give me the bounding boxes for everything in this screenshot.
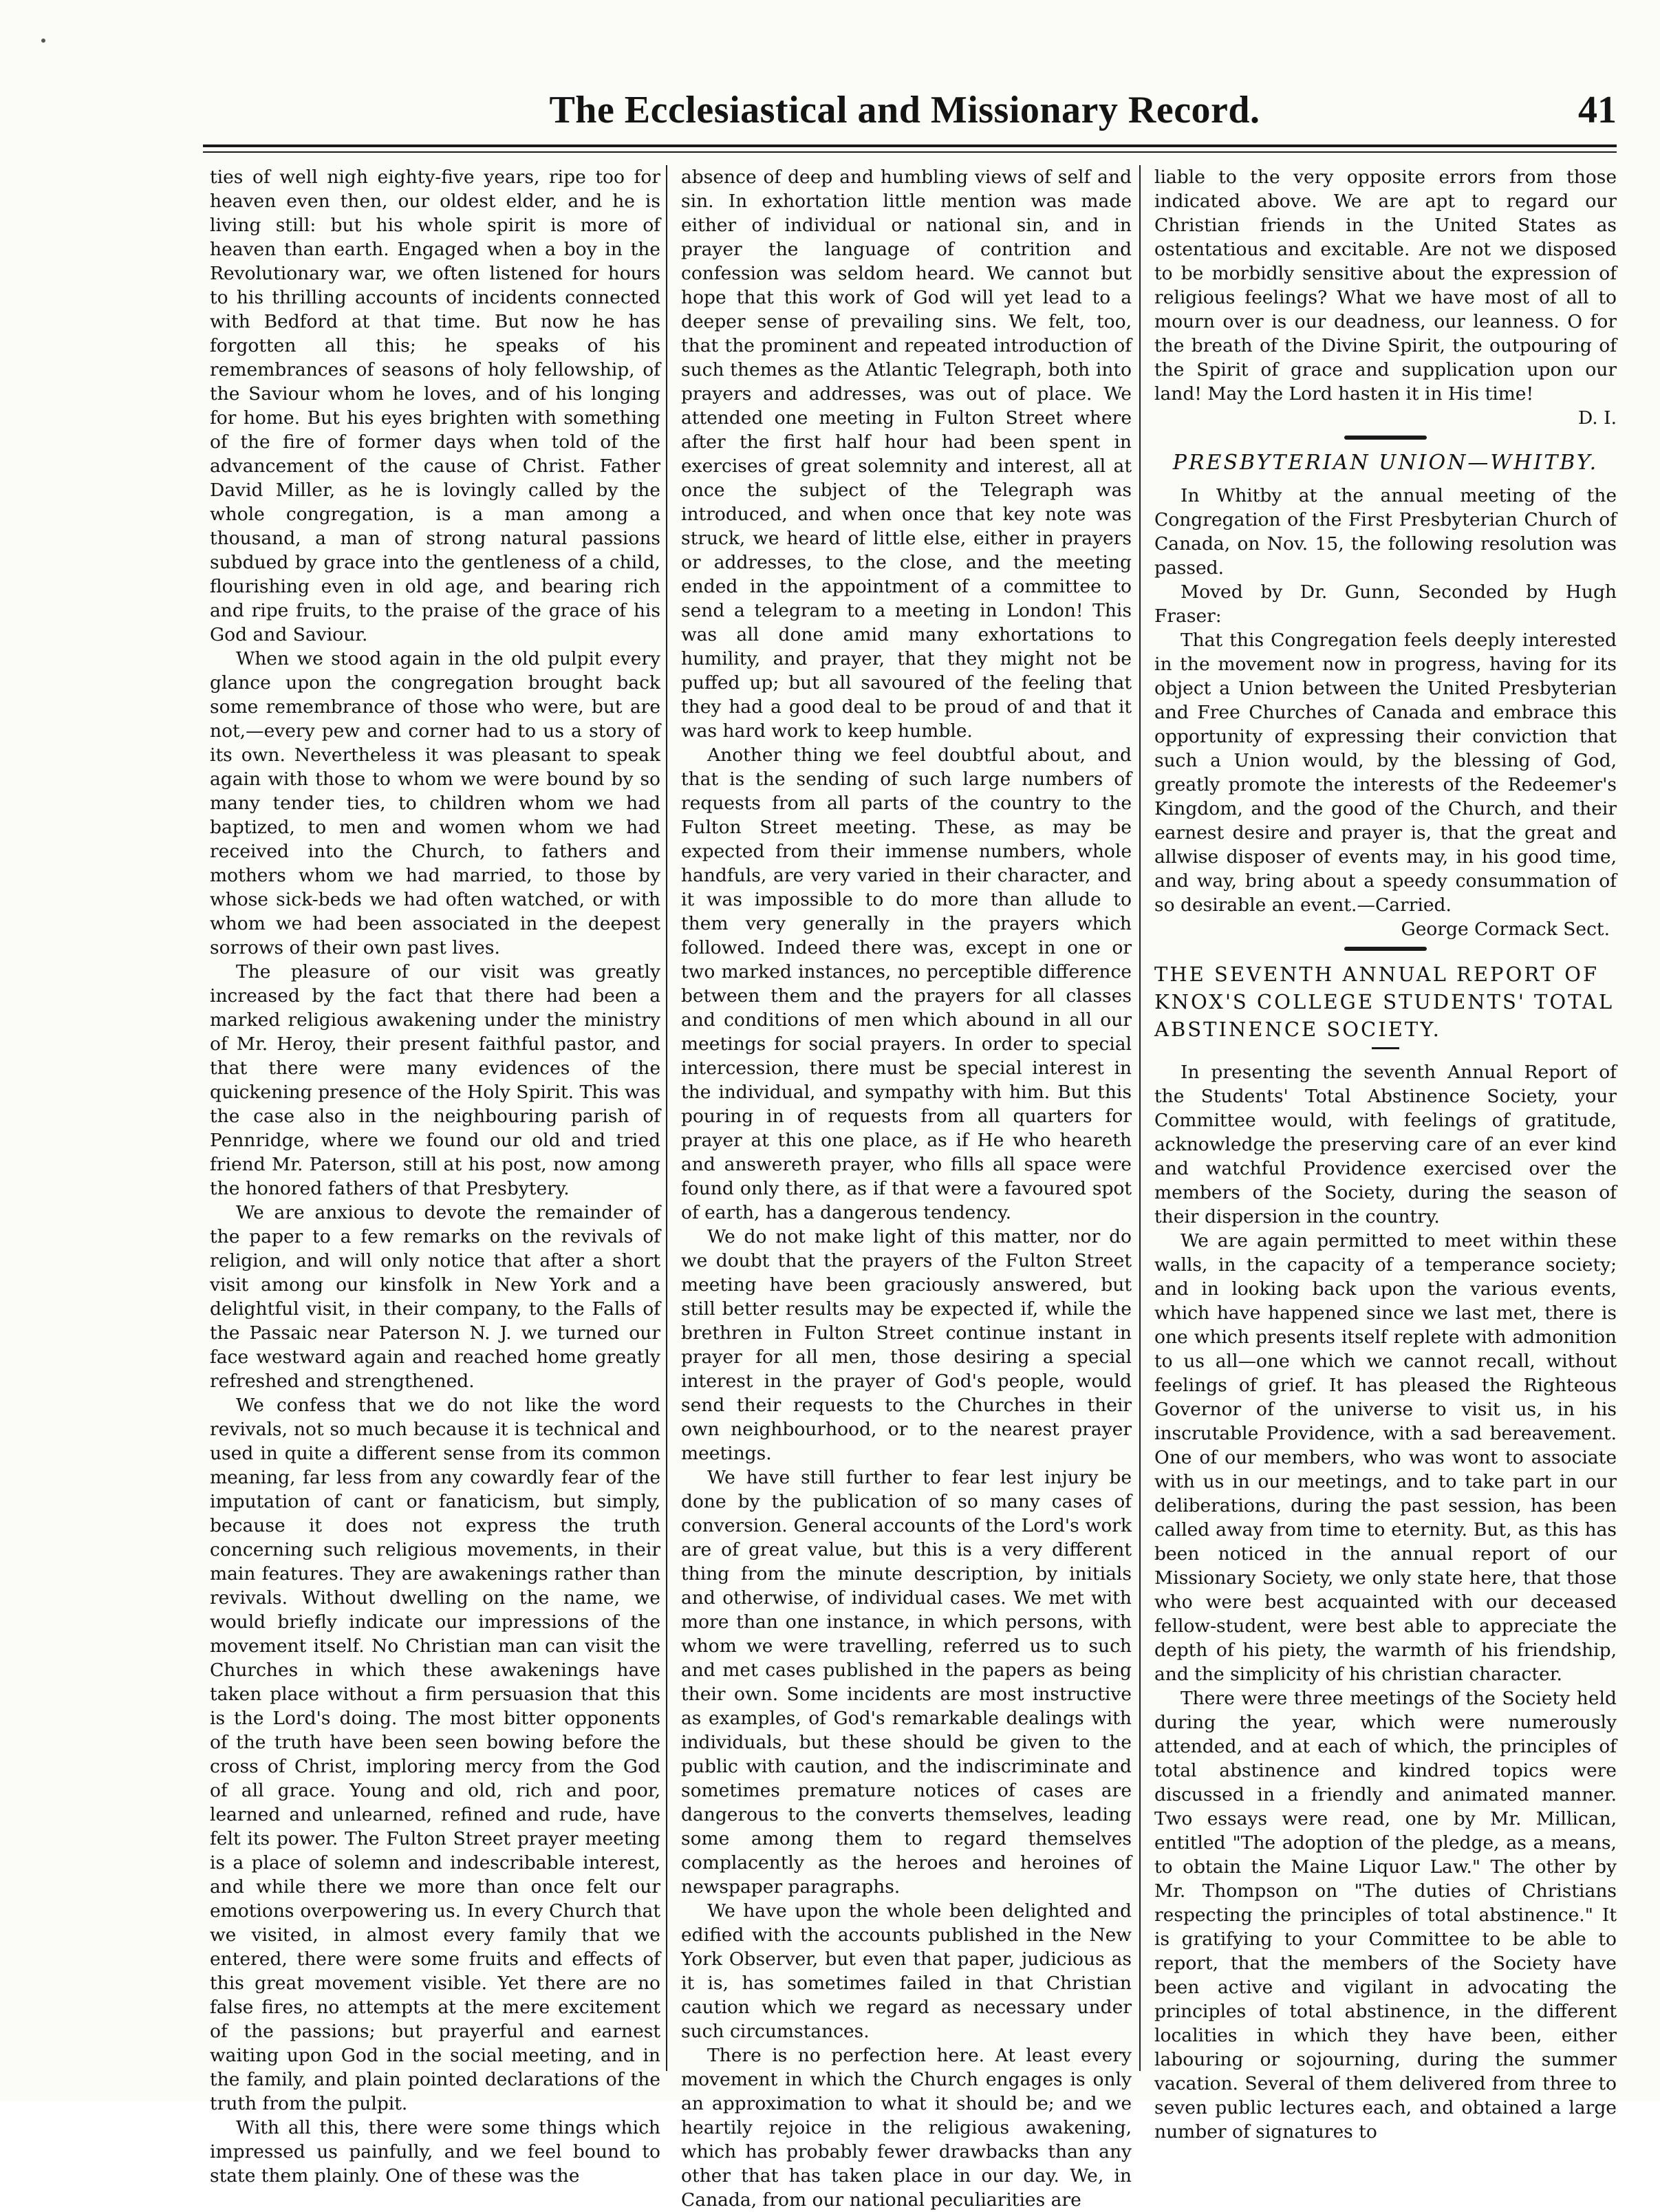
page-number: 41	[1578, 89, 1617, 131]
article-signature: D. I.	[1577, 407, 1617, 429]
column-rule-2	[1139, 165, 1141, 2071]
secretary-signature: George Cormack Sect.	[1401, 919, 1610, 940]
col3-paragraph: Moved by Dr. Gunn, Seconded by Hugh Fraser:	[1154, 581, 1617, 627]
col1-paragraph: We confess that we do not like the word revivals, not so much because it is technical and used in quite a different sense from its common meaning, far less from any cowardly fear of the imputation of cant or fanaticism, but simply, because it does not express the truth concerning such religious movements, in their main features. They are awakenings rather than revivals. Without dwelling on the name, we would briefly indicate our impressions of the movement itself. No Christian man can visit the Churches in which these awakenings have taken place without a firm persuasion that this is the Lord's doing. The most bitter opponents of the truth have been seen bowing before the cross of Christ, imploring mercy from the God of all grace. Young and old, rich and poor, learned and unlearned, refined and rude, have felt its power. The Fulton Street prayer meeting is a place of solemn and indescribable interest, and while there we more than once felt our emotions overpowering us. In every Church that we visited, in almost every family that we entered, there were some fruits and effects of this great movement visible. Yet there are no false fires, no attempts at the mere excitement of the passions; but prayerful and earnest waiting upon God in the social meeting, and in the family, and plain pointed declarations of the truth from the pulpit.	[210, 1395, 660, 2114]
col2-paragraph: We have upon the whole been delighted and edified with the accounts published in the New York Observer, but even that paper, judicious as it is, has sometimes failed in that Christian caution which we regard as necessary under such circumstances.	[681, 1900, 1132, 2042]
running-header	[193, 88, 1617, 143]
col2-paragraph: Another thing we feel doubtful about, and that is the sending of such large numbers of requests from all parts of the country to the Fulton Street meeting. These, as may be expected from their immense numbers, whole handfuls, are very varied in their character, and it was impossible to do more than allude to them very generally in the prayers which followed. Indeed there was, except in one or two marked instances, no perceptible difference between them and the prayers for all classes and conditions of men which abound in all our meetings for social prayers. In order to special intercession, there must be special interest in the individual, and sympathy with him. But this pouring in of requests from all quarters for prayer at this one place, as if He who heareth and answereth prayer, who fills all space were found only there, as if that were a favoured spot of earth, has a dangerous tendency.	[681, 744, 1132, 1223]
article-heading: PRESBYTERIAN UNION—WHITBY.	[1172, 451, 1599, 475]
section-divider	[1344, 436, 1427, 440]
journal-title: The Ecclesiastical and Missionary Record.	[549, 89, 1260, 131]
col1-paragraph: When we stood again in the old pulpit every glance upon the congregation brought back some remembrance of those who were, but are not,—every pew and corner had to us a story of its own. Nevertheless it was pleasant to speak again with those to whom we were bound by so many tender ties, to children whom we had baptized, to men and women whom we had received into the Church, to fathers and mothers whom we had married, to those by whose sick-beds we had often watched, or with whom we had been associated in the deepest sorrows of their own past lives.	[210, 648, 660, 958]
heading-dash	[1372, 1047, 1399, 1049]
col2-paragraph: absence of deep and humbling views of self and sin. In exhortation little mention was made either of individual or national sin, and in prayer the language of contrition and confession was seldom heard. We cannot but hope that this work of God will yet lead to a deeper sense of prevailing sins. We felt, too, that the prominent and repeated introduction of such themes as the Atlantic Telegraph, both into prayers and addresses, was out of place. We attended one meeting in Fulton Street where after the first half hour had been spent in exercises of great solemnity and interest, all at once the subject of the Telegraph was introduced, and when once that key note was struck, we heard of little else, either in prayers or addresses, to the close, and the meeting ended in the appointment of a committee to send a telegram to a meeting in London! This was all done amid many exhortations to humility, and prayer, that they might not be puffed up; but all savoured of the feeling that they had a good deal to be proud of and that it was hard work to keep humble.	[681, 167, 1132, 742]
col3-paragraph: In Whitby at the annual meeting of the Congregation of the First Presbyterian Church of Canada, on Nov. 15, the following resolution was passed.	[1154, 485, 1617, 579]
scan-edge-mark	[41, 39, 45, 43]
column-3	[1154, 165, 1617, 2143]
col2-paragraph: There is no perfection here. At least every movement in which the Church engages is only an approximation to what it should be; and we heartily rejoice in the religious awakening, which has probably fewer drawbacks than any other that has taken place in our day. We, in Canada, from our national peculiarities are	[681, 2045, 1132, 2211]
col3-paragraph: There were three meetings of the Society held during the year, which were numerously attended, and at each of which, the principles of total abstinence and kindred topics were discussed in a friendly and animated manner. Two essays were read, one by Mr. Millican, entitled "The adoption of the pledge, as a means, to obtain the Maine Liquor Law." The other by Mr. Thompson on "The duties of Christians respecting the principles of total abstinence." It is gratifying to your Committee to be able to report, that the members of the Society have been active and vigilant in advocating the principles of total abstinence, in the different localities in which they have been, either labouring or sojourning, during the summer vacation. Several of them delivered from three to seven public lectures each, and obtained a large number of signatures to	[1154, 1688, 1617, 2143]
col1-paragraph: With all this, there were some things which impressed us painfully, and we feel bound to state them plainly. One of these was the	[210, 2117, 660, 2187]
col2-paragraph: We have still further to fear lest injury be done by the publication of so many cases of conversion. General accounts of the Lord's work are of great value, but this is a very different thing from the minute description, by initials and otherwise, of individual cases. We met with more than one instance, in which persons, with whom we were travelling, referred us to such and met cases published in the papers as being their own. Some incidents are most instructive as examples, of God's remarkable dealings with individuals, but these should be given to the public with caution, and the indiscriminate and sometimes premature notices of cases are dangerous to the converts themselves, leading some among them to regard themselves complacently as the heroes and heroines of newspaper paragraphs.	[681, 1467, 1132, 1898]
col3-paragraph: That this Congregation feels deeply interested in the movement now in progress, having for its object a Union between the United Presbyterian and Free Churches of Canada and embrace this opportunity of expressing their conviction that such a Union would, by the blessing of God, greatly promote the interests of the Redeemer's Kingdom, and the good of the Church, and their earnest desire and prayer is, that the great and allwise disposer of events may, in his good time, and way, bring about a speedy consummation of so desirable an event.—Carried.	[1154, 630, 1617, 916]
col1-paragraph: ties of well nigh eighty-five years, ripe too for heaven even then, our oldest elder, and he is living still: but his whole spirit is more of heaven than earth. Engaged when a boy in the Revolutionary war, we often listened for hours to his thrilling accounts of incidents connected with Bedford at that time. But now he has forgotten all this; he speaks of his remembrances of seasons of holy fellowship, of the Saviour whom he loves, and of his longing for home. But his eyes brighten with something of the fire of former days when told of the advancement of the cause of Christ. Father David Miller, as he is lovingly called by the whole congregation, is a man among a thousand, a man of strong natural passions subdued by grace into the gentleness of a child, flourishing even in old age, and bearing rich and ripe fruits, to the praise of the grace of his God and Saviour.	[210, 167, 660, 645]
col3-paragraph: In presenting the seventh Annual Report of the Students' Total Abstinence Society, your Committee would, with feelings of gratitude, acknowledge the preserving care of an ever kind and watchful Providence exercised over the members of the Society, during the season of their dispersion in the country.	[1154, 1062, 1617, 1227]
col1-paragraph: We are anxious to devote the remainder of the paper to a few remarks on the revivals of religion, and will only notice that after a short visit among our kinsfolk in New York and a delightful visit, in their company, to the Falls of the Passaic near Paterson N. J. we turned our face westward again and reached home greatly refreshed and strengthened.	[210, 1202, 660, 1392]
report-heading: THE SEVENTH ANNUAL REPORT OF KNOX'S COLLEGE STUDENTS' TOTAL ABSTINENCE SOCIETY.	[1154, 963, 1615, 1041]
header-rule-bottom	[203, 151, 1617, 153]
col1-paragraph: The pleasure of our visit was greatly increased by the fact that there had been a marked religious awakening under the ministry of Mr. Heroy, their present faithful pastor, and that there were many evidences of the quickening presence of the Holy Spirit. This was the case also in the neighbouring parish of Pennridge, where we found our old and tried friend Mr. Paterson, still at his post, now among the honored fathers of that Presbytery.	[210, 961, 660, 1199]
section-divider	[1344, 947, 1427, 951]
col3-paragraph: We are again permitted to meet within these walls, in the capacity of a temperance society; and in looking back upon the various events, which have happened since we last met, there is one which presents itself replete with admonition to us all—one which we cannot recall, without feelings of grief. It has pleased the Righteous Governor of the universe to visit us, in his inscrutable Providence, with a sad bereavement. One of our members, who was wont to associate with us in our meetings, and to take part in our deliberations, during the past session, has been called away from time to eternity. But, as this has been noticed in the annual report of our Missionary Society, we only state here, that those who were best acquainted with our deceased fellow-student, were best able to appreciate the depth of his piety, the warmth of his friendship, and the simplicity of his christian character.	[1154, 1230, 1617, 1685]
col2-paragraph: We do not make light of this matter, nor do we doubt that the prayers of the Fulton Street meeting have been graciously answered, but still better results may be expected if, while the brethren in Fulton Street continue instant in prayer for all men, those desiring a special interest in the prayer of God's people, would send their requests to the Churches in their own neighbourhood, or to the nearest prayer meetings.	[681, 1226, 1132, 1464]
column-2	[681, 165, 1132, 2211]
col3-paragraph: liable to the very opposite errors from those indicated above. We are apt to regard our Christian friends in the United States as ostentatious and excitable. Are not we disposed to be morbidly sensitive about the expression of religious feelings? What we have most of all to mourn over is our deadness, our leanness. O for the breath of the Divine Spirit, the outpouring of the Spirit of grace and supplication upon our land! May the Lord hasten it in His time!	[1154, 167, 1617, 405]
column-rule-1	[666, 165, 667, 2071]
column-1	[210, 165, 660, 2187]
header-rule-top	[203, 144, 1617, 147]
